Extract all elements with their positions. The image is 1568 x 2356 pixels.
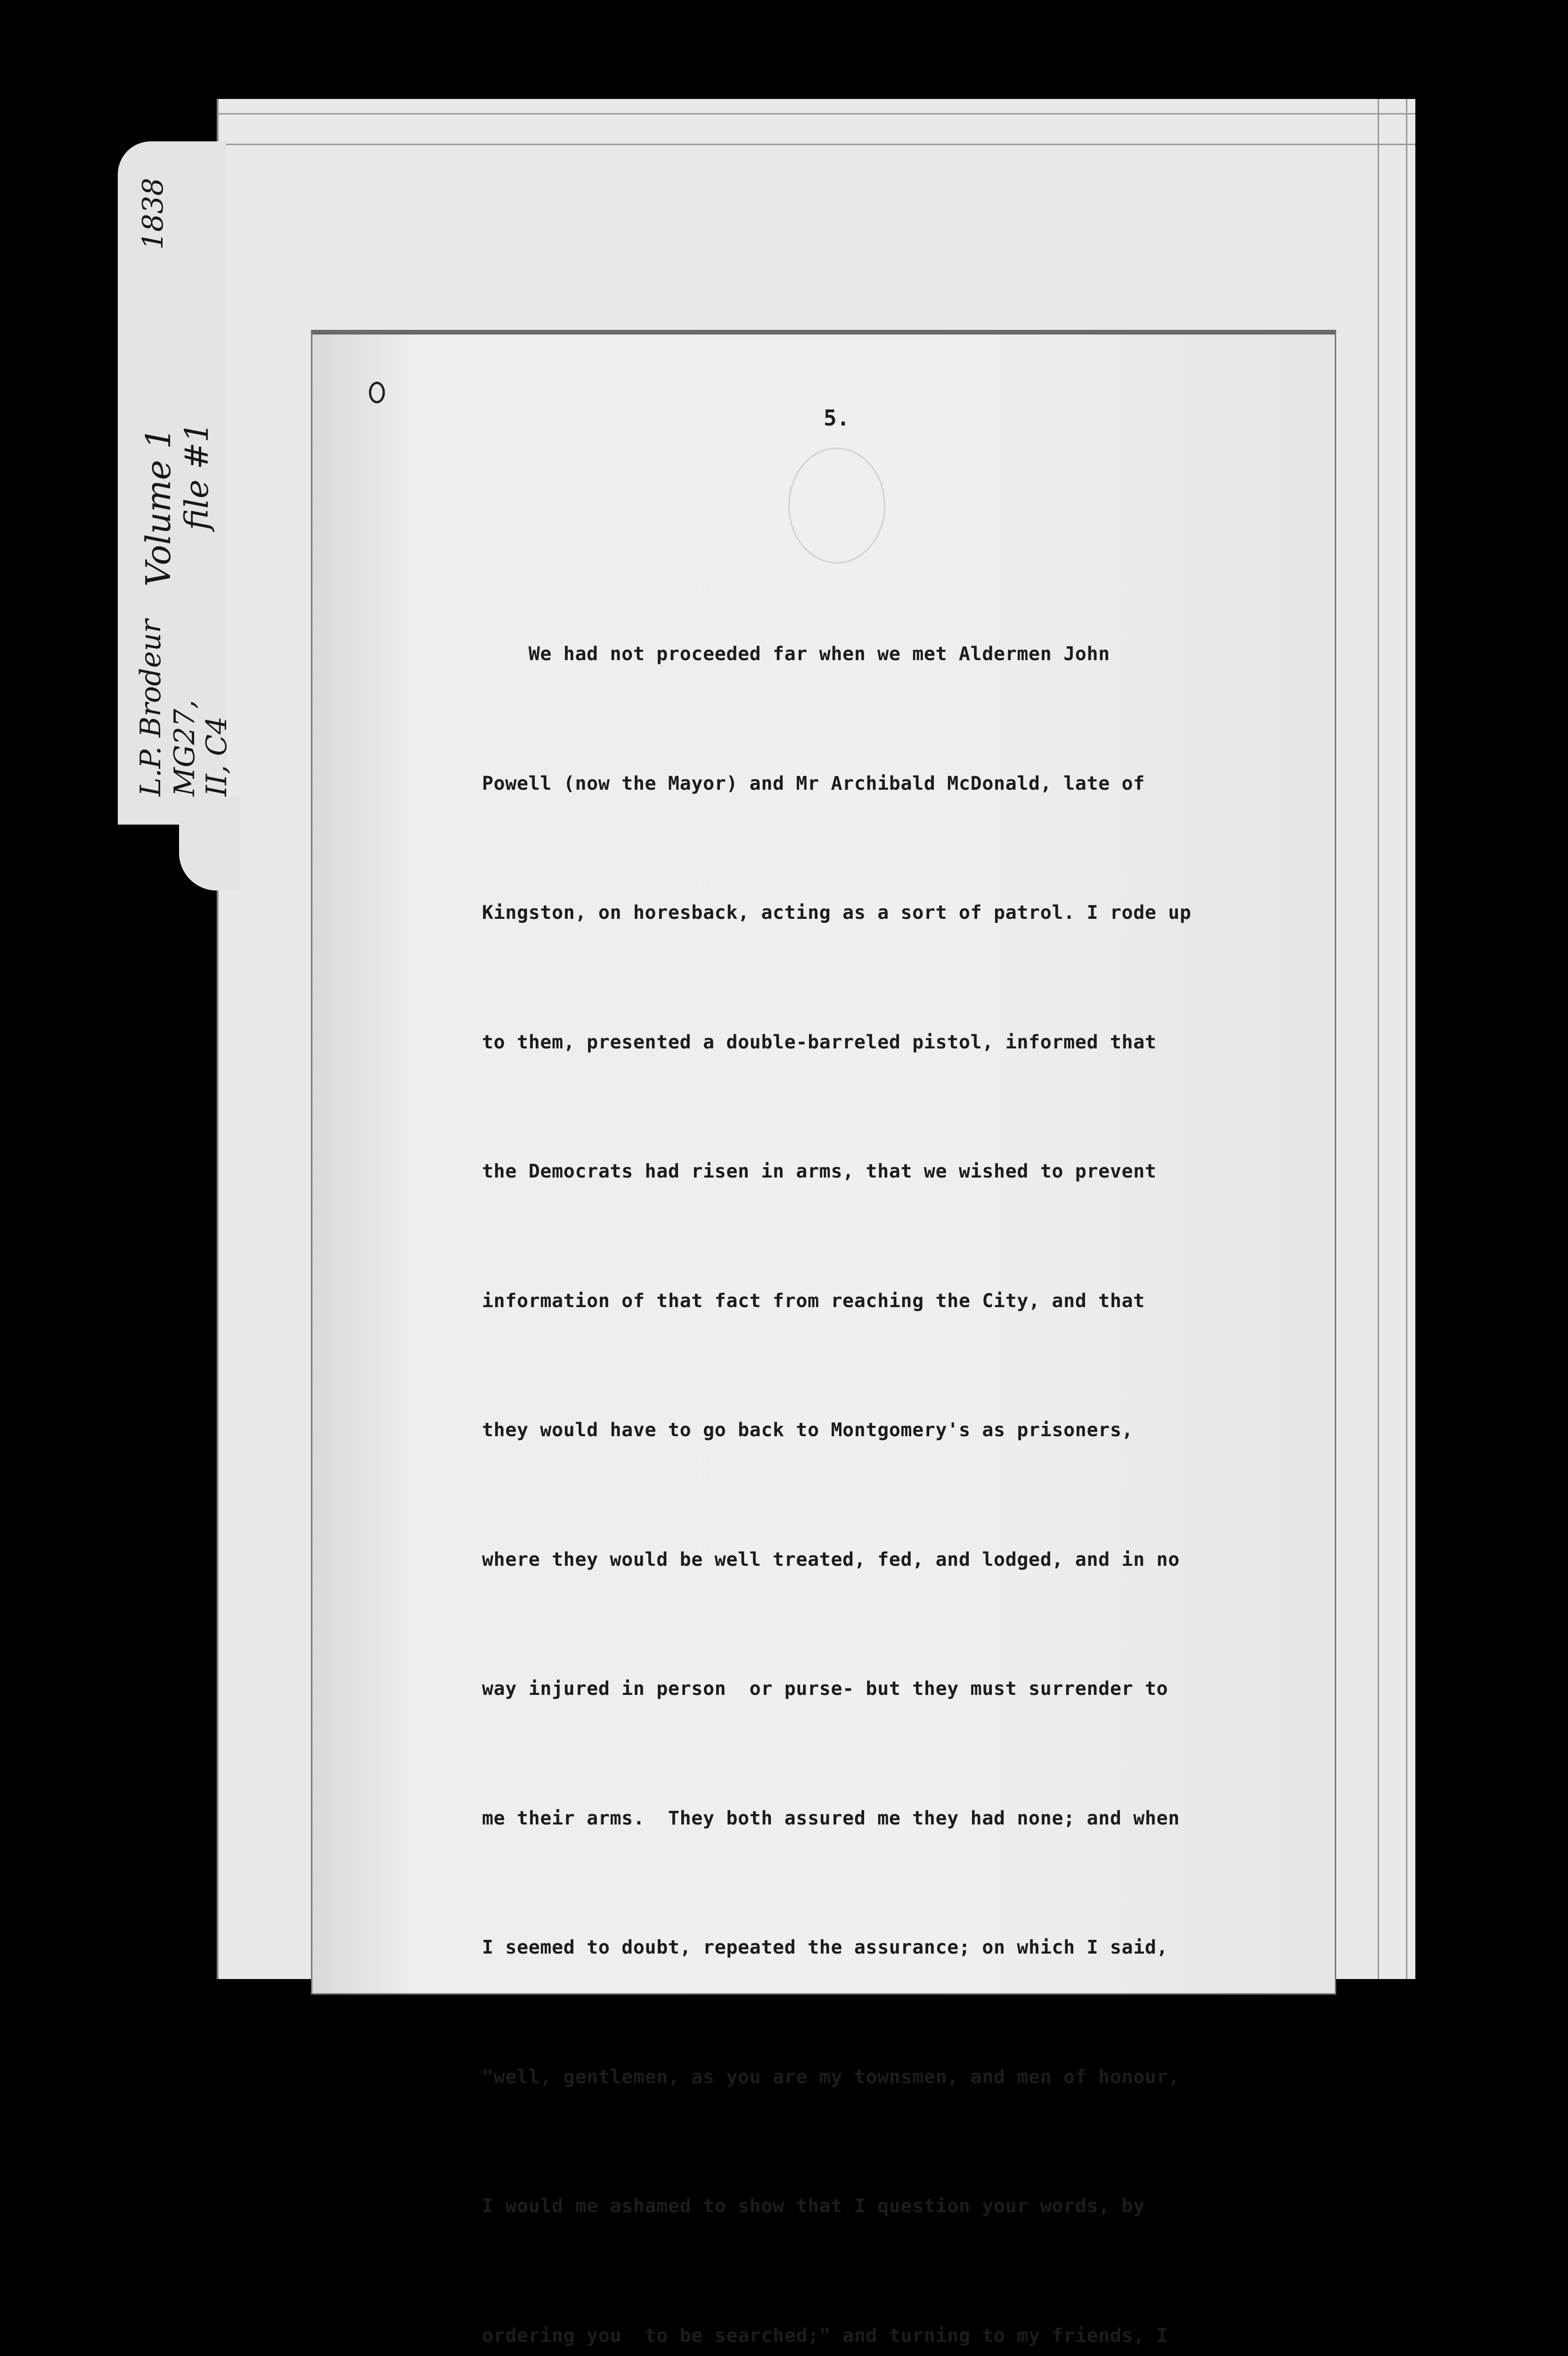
folder-tab-notch <box>179 796 240 891</box>
folder-rule-second <box>219 144 1415 145</box>
text-line: Powell (now the Mayor) and Mr Archibald McDonald, late of <box>482 762 1321 806</box>
text-line: We had not proceeded far when we met Aldermen John <box>482 633 1321 676</box>
text-line: I seemed to doubt, repeated the assurance; on which I said, <box>482 1926 1321 1970</box>
text-line: to them, presented a double-barreled pistol, informed that <box>482 1021 1321 1064</box>
typed-page <box>311 330 1336 1995</box>
body-text <box>482 547 1321 2356</box>
margin-ref-series: II, C4 <box>203 716 231 796</box>
margin-file: file #1 <box>181 422 213 530</box>
text-line: "well, gentlemen, as you are my townsmen, and men of honour, <box>482 2056 1321 2099</box>
margin-volume: Volume 1 <box>141 427 175 587</box>
folder-rule-top <box>219 113 1415 115</box>
margin-ref-mg: MG27, <box>171 700 199 796</box>
text-line: where they would be well treated, fed, and lodged, and in no <box>482 1538 1321 1582</box>
text-line: I would me ashamed to show that I question your words, by <box>482 2185 1321 2228</box>
text-line: information of that fact from reaching the City, and that <box>482 1280 1321 1323</box>
punch-hole <box>369 382 385 403</box>
margin-year: 1838 <box>139 178 167 250</box>
text-line: Kingston, on horesback, acting as a sort of patrol. I rode up <box>482 892 1321 935</box>
page-number: 5. <box>824 405 849 431</box>
folder-edge-right <box>1406 99 1407 1979</box>
text-line: ordering you to be searched;" and turning to my friends, I <box>482 2315 1321 2356</box>
text-line: the Democrats had risen in arms, that we wished to prevent <box>482 1150 1321 1194</box>
text-line: way injured in person or purse- but they must surrender to <box>482 1668 1321 1711</box>
margin-ref-name: L.P. Brodeur <box>137 620 165 796</box>
folder-rule-right <box>1378 99 1379 1979</box>
text-line: me their arms. They both assured me they had none; and when <box>482 1797 1321 1841</box>
text-line: they would have to go back to Montgomery's as prisoners, <box>482 1409 1321 1452</box>
